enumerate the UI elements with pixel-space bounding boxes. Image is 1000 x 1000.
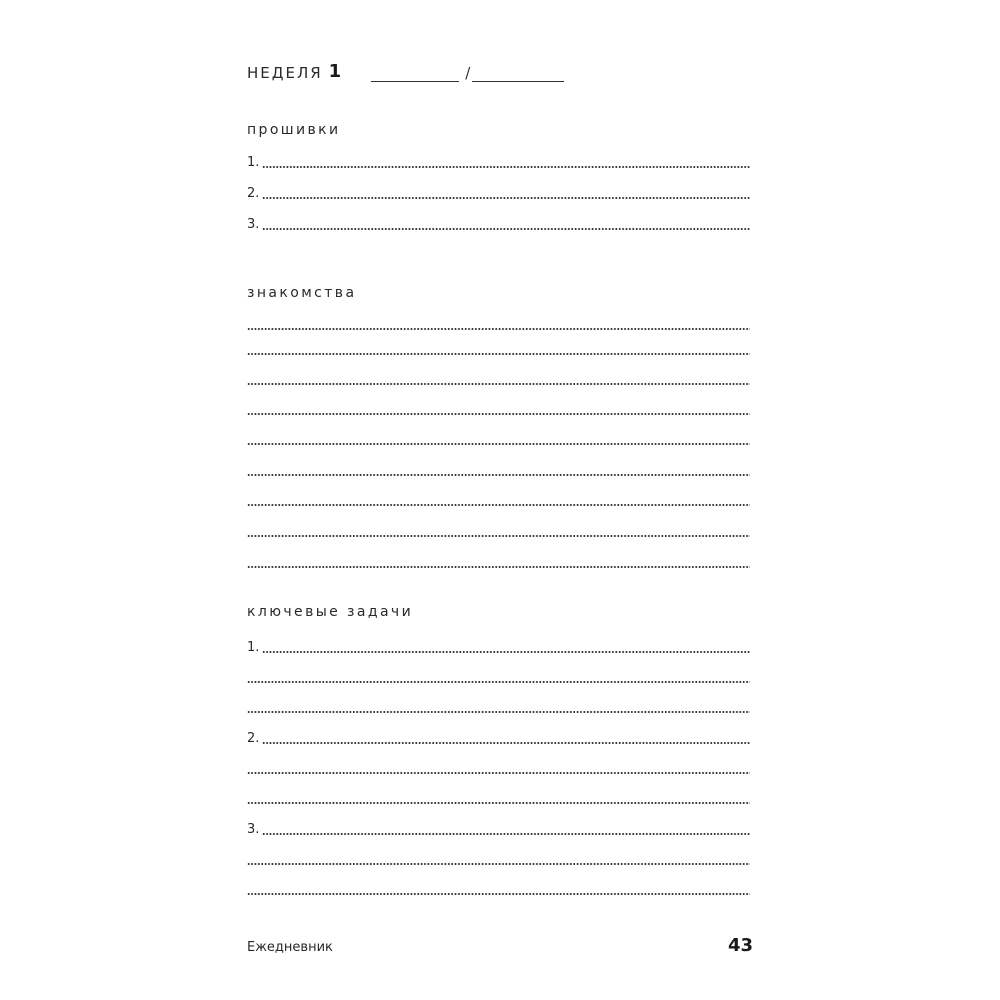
book-title: Ежедневник — [247, 940, 333, 955]
key-task-line[interactable] — [247, 670, 750, 684]
dotted-line — [247, 863, 750, 865]
dotted-line — [262, 197, 750, 199]
key-task-line[interactable] — [247, 761, 750, 775]
acquaintances-line[interactable] — [247, 317, 750, 331]
key-task-line[interactable] — [247, 882, 750, 896]
dotted-line — [247, 566, 750, 568]
dotted-line — [262, 833, 750, 835]
key-task-line[interactable] — [247, 791, 750, 805]
dotted-line — [247, 802, 750, 804]
date-end-field[interactable] — [472, 61, 564, 82]
dotted-line — [247, 681, 750, 683]
date-start-field[interactable] — [371, 61, 459, 82]
acquaintances-line[interactable] — [247, 402, 750, 416]
dotted-line — [247, 893, 750, 895]
firmware-line-2[interactable] — [247, 186, 750, 200]
section-title-key-tasks: ключевые задачи — [247, 604, 414, 620]
dotted-line — [247, 772, 750, 774]
section-title-acquaintances: знакомства — [247, 285, 357, 301]
acquaintances-line[interactable] — [247, 524, 750, 538]
acquaintances-line[interactable] — [247, 342, 750, 356]
dotted-line — [247, 443, 750, 445]
key-task-line[interactable] — [247, 852, 750, 866]
week-label: НЕДЕЛЯ — [247, 64, 323, 82]
line-number: 2. — [247, 186, 260, 201]
line-number: 2. — [247, 731, 260, 746]
acquaintances-line[interactable] — [247, 493, 750, 507]
dotted-line — [247, 504, 750, 506]
page-number: 43 — [728, 935, 754, 956]
dotted-line — [247, 353, 750, 355]
firmware-line-3[interactable] — [247, 217, 750, 231]
acquaintances-line[interactable] — [247, 463, 750, 477]
week-number: 1 — [328, 61, 342, 82]
key-task-line[interactable] — [247, 700, 750, 714]
date-separator: / — [465, 64, 471, 82]
acquaintances-line[interactable] — [247, 372, 750, 386]
dotted-line — [247, 535, 750, 537]
acquaintances-line[interactable] — [247, 432, 750, 446]
line-number: 3. — [247, 822, 260, 837]
dotted-line — [262, 651, 750, 653]
key-task-line-1[interactable] — [247, 640, 750, 654]
line-number: 1. — [247, 155, 260, 170]
dotted-line — [247, 711, 750, 713]
week-header — [247, 52, 564, 82]
dotted-line — [247, 413, 750, 415]
dotted-line — [262, 228, 750, 230]
key-task-line-3[interactable] — [247, 822, 750, 836]
dotted-line — [247, 474, 750, 476]
key-task-line-2[interactable] — [247, 731, 750, 745]
firmware-line-1[interactable] — [247, 155, 750, 169]
section-title-firmware: прошивки — [247, 122, 341, 138]
dotted-line — [247, 383, 750, 385]
line-number: 3. — [247, 217, 260, 232]
dotted-line — [262, 166, 750, 168]
dotted-line — [247, 328, 750, 330]
dotted-line — [262, 742, 750, 744]
acquaintances-line[interactable] — [247, 555, 750, 569]
line-number: 1. — [247, 640, 260, 655]
